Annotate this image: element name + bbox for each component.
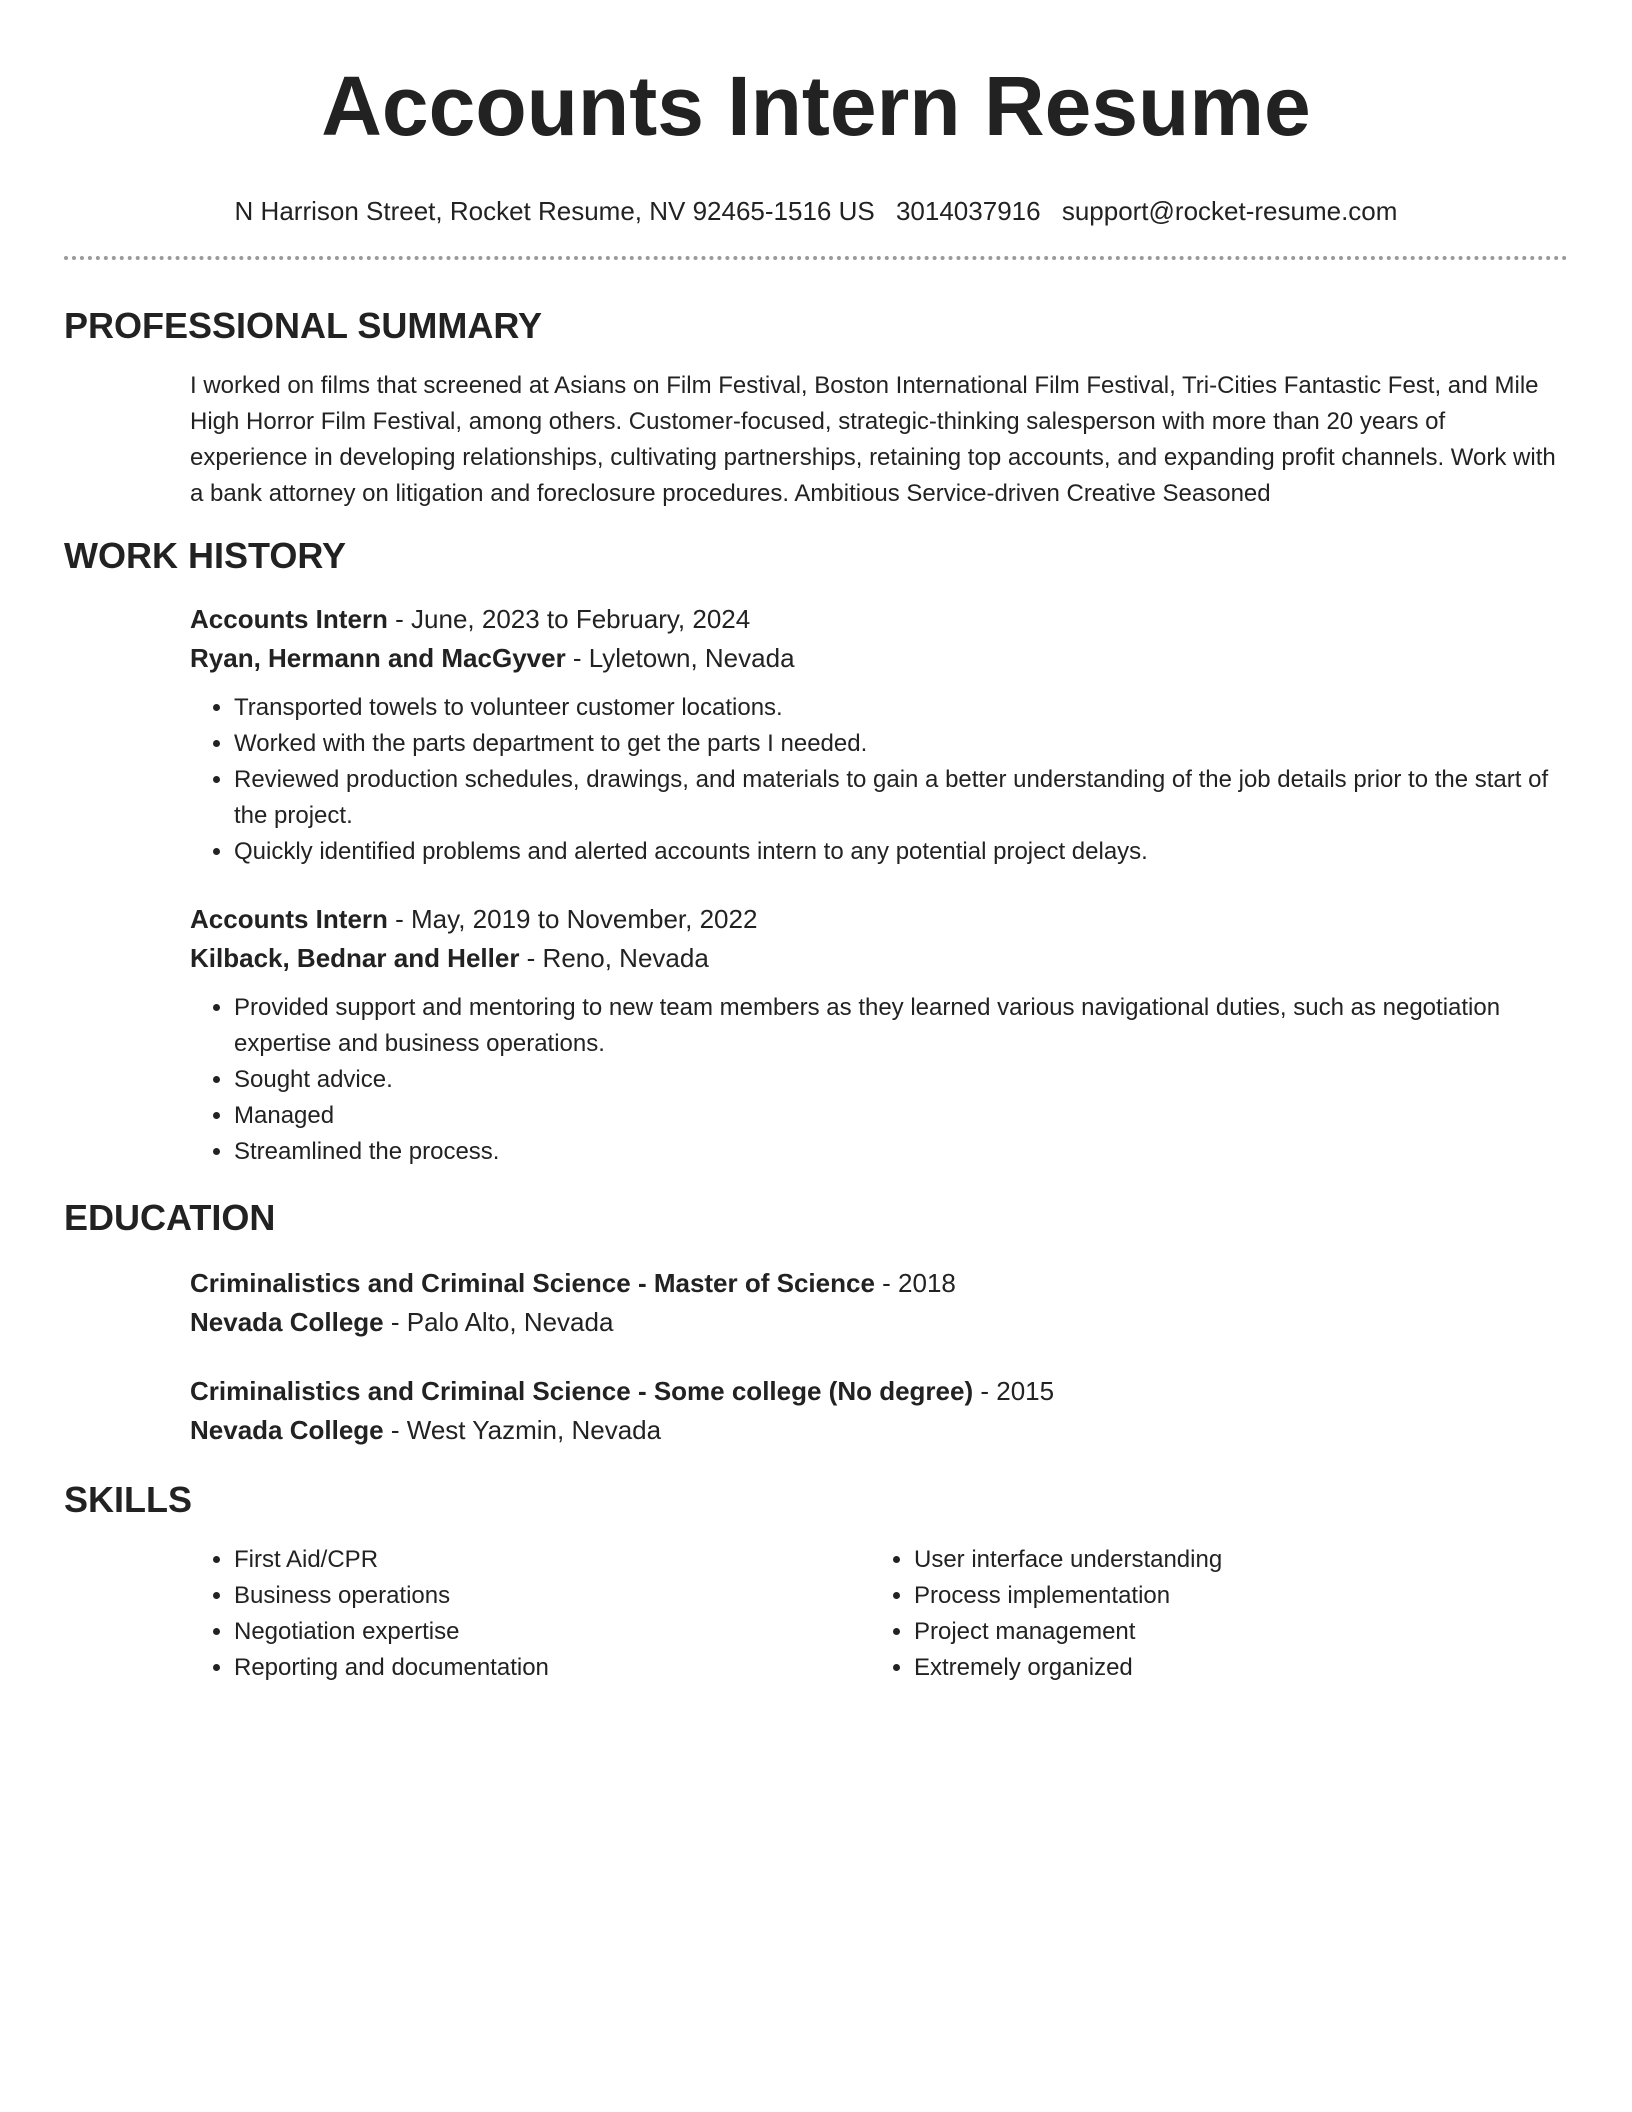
skill-item: • Process implementation [914,1578,1550,1614]
job-title-line [190,600,1568,639]
contact-address: N Harrison Street, Rocket Resume, NV 92465-1516 US [234,196,875,226]
skill-item: • Negotiation expertise [234,1614,870,1650]
skill-item: • User interface understanding [914,1542,1550,1578]
education-entry [190,1372,1568,1450]
skills-list [190,1542,1568,1686]
school-location: - Palo Alto, Nevada [383,1307,614,1337]
list-item: • Transported towels to volunteer customer locations. [234,690,1568,726]
job-title: Accounts Intern [190,904,388,934]
header-divider [64,256,1568,260]
section-heading-work-history: WORK HISTORY [64,535,347,576]
section-heading-summary: PROFESSIONAL SUMMARY [64,305,543,346]
school-name: Nevada College [190,1415,384,1445]
job-duties-list [190,690,1568,870]
school-line [190,1411,1568,1450]
job-entry [190,900,1568,1170]
list-item: • Streamlined the process. [234,1134,1568,1170]
resume-page [64,0,1568,1686]
job-dates: - May, 2019 to November, 2022 [387,904,758,934]
section-heading-education: EDUCATION [64,1197,276,1238]
skill-item: • Project management [914,1614,1550,1650]
degree-line [190,1264,1568,1303]
job-title: Accounts Intern [190,604,388,634]
job-location: - Lyletown, Nevada [565,643,795,673]
skills-column-right [870,1542,1550,1686]
education-entry [190,1264,1568,1342]
job-dates: - June, 2023 to February, 2024 [387,604,751,634]
school-line [190,1303,1568,1342]
list-item: • Worked with the parts department to get the parts I needed. [234,726,1568,762]
degree-name: Criminalistics and Criminal Science - Some college (No degree) [190,1376,974,1406]
degree-name: Criminalistics and Criminal Science - Master of Science [190,1268,875,1298]
list-item: • Quickly identified problems and alerted accounts intern to any potential project delays. [234,834,1568,870]
contact-phone: 3014037916 [895,196,1041,226]
contact-email: support@rocket-resume.com [1061,196,1398,226]
job-company: Ryan, Hermann and MacGyver [190,643,566,673]
list-item: • Sought advice. [234,1062,1568,1098]
job-company: Kilback, Bednar and Heller [190,943,520,973]
list-item: • Provided support and mentoring to new team members as they learned various navigational duties, such as negotiation expertise and business operations. [234,990,1568,1062]
job-company-line [190,639,1568,678]
list-item: • Managed [234,1098,1568,1134]
list-item: • Reviewed production schedules, drawings, and materials to gain a better understanding of the job details prior to the start of the project. [234,762,1568,834]
degree-year: - 2015 [973,1376,1055,1406]
skill-item: • Reporting and documentation [234,1650,870,1686]
school-location: - West Yazmin, Nevada [383,1415,662,1445]
degree-line [190,1372,1568,1411]
contact-info [64,194,1568,228]
job-company-line [190,939,1568,978]
skill-item: • First Aid/CPR [234,1542,870,1578]
section-heading-skills: SKILLS [64,1479,193,1520]
job-duties-list [190,990,1568,1170]
skill-item: • Business operations [234,1578,870,1614]
page-title: Accounts Intern Resume [321,59,1311,153]
degree-year: - 2018 [874,1268,956,1298]
summary-text: I worked on films that screened at Asians on Film Festival, Boston International Film Festival, Tri-Cities Fantastic Fest, and Mile High Horror Film Festival, among others. Customer-focused, strategic-thinking salesperson with more than 20 years of experience in developing relationships, cultivating partnerships, retaining top accounts, and expanding profit channels. Work with a bank attorney on litigation and foreclosure procedures. Ambitious Service-driven Creative Seasoned [190,372,1556,507]
skills-column-left [190,1542,870,1686]
skill-item: • Extremely organized [914,1650,1550,1686]
job-location: - Reno, Nevada [519,943,709,973]
job-entry [190,600,1568,870]
job-title-line [190,900,1568,939]
school-name: Nevada College [190,1307,384,1337]
